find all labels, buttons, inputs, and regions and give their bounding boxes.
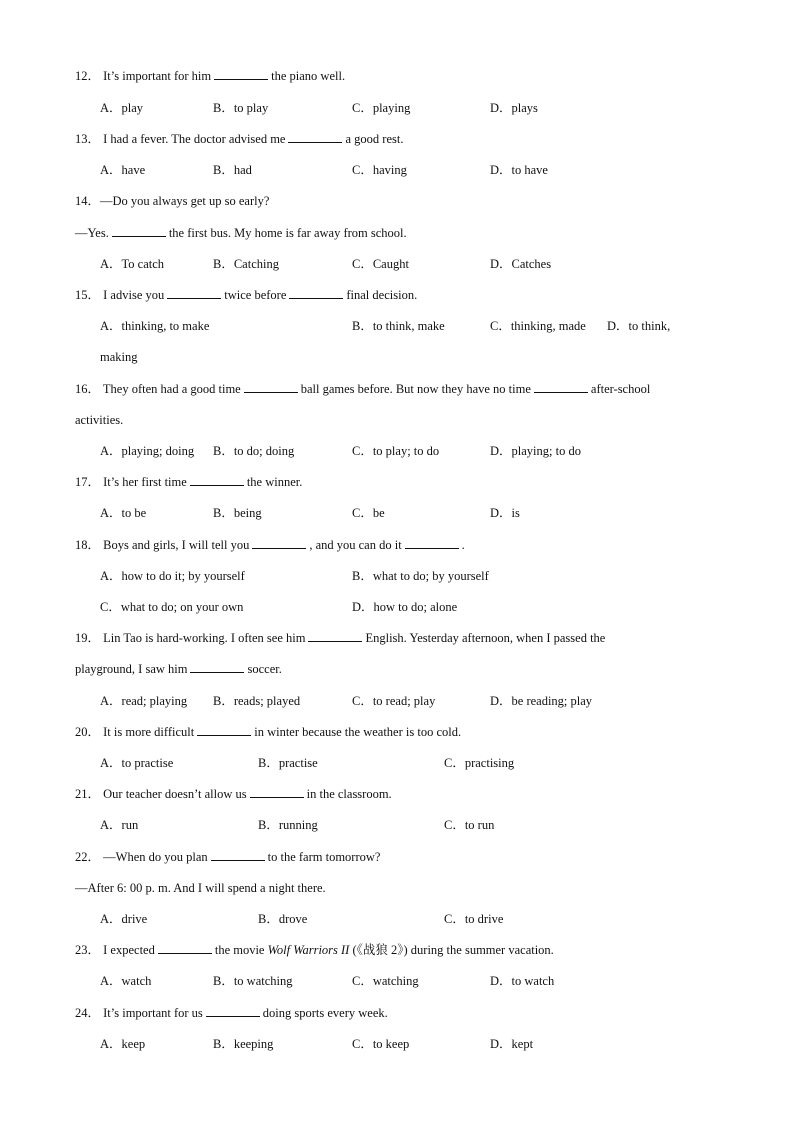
answer-blank[interactable] xyxy=(190,661,244,673)
question-number: 17 xyxy=(75,475,88,489)
option-c[interactable]: C．what to do; on your own xyxy=(100,600,244,614)
answer-blank[interactable] xyxy=(288,131,342,143)
option-a[interactable]: A．have xyxy=(100,163,146,177)
question-number: 14 xyxy=(75,194,88,208)
question-16: 16． They often had a good time ball games before. But now they have no time after-school xyxy=(75,382,651,396)
option-d[interactable]: D．how to do; alone xyxy=(352,600,458,614)
question-22-reply: —After 6: 00 p. m. And I will spend a night there. xyxy=(75,881,326,895)
question-number: 13 xyxy=(75,132,88,146)
answer-blank[interactable] xyxy=(289,287,343,299)
option-b[interactable]: B．Catching xyxy=(213,257,279,271)
answer-blank[interactable] xyxy=(158,942,212,954)
question-19-continued: playground, I saw him soccer. xyxy=(75,662,282,676)
option-a[interactable]: A．thinking, to make xyxy=(100,319,210,333)
question-number: 22 xyxy=(75,850,88,864)
option-b[interactable]: B．keeping xyxy=(213,1037,274,1051)
option-a[interactable]: A．keep xyxy=(100,1037,146,1051)
option-c[interactable]: C．to run xyxy=(444,818,495,832)
option-c[interactable]: C．having xyxy=(352,163,407,177)
option-d-continued: making xyxy=(100,350,138,364)
option-c[interactable]: C．to drive xyxy=(444,912,504,926)
question-number: 16 xyxy=(75,382,88,396)
answer-blank[interactable] xyxy=(405,537,459,549)
question-number: 15 xyxy=(75,288,88,302)
question-22: 22． —When do you plan to the farm tomorrow? xyxy=(75,850,381,864)
option-d[interactable]: D．to have xyxy=(490,163,548,177)
question-17: 17． It’s her first time the winner. xyxy=(75,475,303,489)
question-15: 15． I advise you twice before final decision. xyxy=(75,288,418,302)
answer-blank[interactable] xyxy=(211,849,265,861)
answer-blank[interactable] xyxy=(308,630,362,642)
option-a[interactable]: A．drive xyxy=(100,912,148,926)
question-number: 23 xyxy=(75,943,88,957)
option-b[interactable]: B．running xyxy=(258,818,318,832)
option-d[interactable]: D．to watch xyxy=(490,974,555,988)
option-b[interactable]: B．drove xyxy=(258,912,308,926)
option-b[interactable]: B．had xyxy=(213,163,252,177)
option-d[interactable]: D．plays xyxy=(490,101,538,115)
question-14: 14．—Do you always get up so early? xyxy=(75,194,270,208)
question-number: 21 xyxy=(75,787,88,801)
option-d[interactable]: D．Catches xyxy=(490,257,552,271)
question-19: 19． Lin Tao is hard-working. I often see him English. Yesterday afternoon, when I passed the xyxy=(75,631,606,645)
option-a[interactable]: A．to practise xyxy=(100,756,174,770)
option-c[interactable]: C．to keep xyxy=(352,1037,410,1051)
question-number: 18 xyxy=(75,538,88,552)
question-20: 20． It is more difficult in winter because the weather is too cold. xyxy=(75,725,462,739)
option-d[interactable]: D．playing; to do xyxy=(490,444,581,458)
question-23: 23． I expected the movie Wolf Warriors II (《战狼 2》) during the summer vacation. xyxy=(75,943,554,957)
answer-blank[interactable] xyxy=(534,381,588,393)
movie-title: Wolf Warriors II xyxy=(267,943,350,957)
option-c[interactable]: C．Caught xyxy=(352,257,409,271)
option-b[interactable]: B．being xyxy=(213,506,262,520)
option-a[interactable]: A．watch xyxy=(100,974,152,988)
option-c[interactable]: C．watching xyxy=(352,974,419,988)
option-c[interactable]: C．to read; play xyxy=(352,694,436,708)
answer-blank[interactable] xyxy=(214,68,268,80)
option-a[interactable]: A．run xyxy=(100,818,139,832)
option-a[interactable]: A．how to do it; by yourself xyxy=(100,569,245,583)
option-b[interactable]: B．practise xyxy=(258,756,318,770)
option-a[interactable]: A．to be xyxy=(100,506,147,520)
option-a[interactable]: A．play xyxy=(100,101,144,115)
option-c[interactable]: C．practising xyxy=(444,756,515,770)
question-12: 12． It’s important for him the piano well. xyxy=(75,69,346,83)
answer-blank[interactable] xyxy=(112,225,166,237)
question-18: 18． Boys and girls, I will tell you , and you can do it . xyxy=(75,538,465,552)
question-14-reply: —Yes. the first bus. My home is far away from school. xyxy=(75,226,407,240)
question-number: 24 xyxy=(75,1006,88,1020)
option-b[interactable]: B．to play xyxy=(213,101,269,115)
option-d[interactable]: D．to think, xyxy=(607,319,671,333)
option-d[interactable]: D．be reading; play xyxy=(490,694,593,708)
answer-blank[interactable] xyxy=(252,537,306,549)
answer-blank[interactable] xyxy=(167,287,221,299)
answer-blank[interactable] xyxy=(244,381,298,393)
option-b[interactable]: B．to think, make xyxy=(352,319,445,333)
option-b[interactable]: B．reads; played xyxy=(213,694,301,708)
option-a[interactable]: A．read; playing xyxy=(100,694,188,708)
answer-blank[interactable] xyxy=(250,786,304,798)
option-a[interactable]: A．To catch xyxy=(100,257,165,271)
question-number: 20 xyxy=(75,725,88,739)
option-d[interactable]: D．is xyxy=(490,506,520,520)
question-number: 19 xyxy=(75,631,88,645)
option-b[interactable]: B．to watching xyxy=(213,974,293,988)
option-b[interactable]: B．what to do; by yourself xyxy=(352,569,489,583)
option-a[interactable]: A．playing; doing xyxy=(100,444,195,458)
question-16-continued: activities. xyxy=(75,413,124,427)
option-c[interactable]: C．be xyxy=(352,506,385,520)
option-b[interactable]: B．to do; doing xyxy=(213,444,295,458)
option-d[interactable]: D．kept xyxy=(490,1037,534,1051)
option-c[interactable]: C．playing xyxy=(352,101,411,115)
option-c[interactable]: C．to play; to do xyxy=(352,444,440,458)
question-13: 13． I had a fever. The doctor advised me a good rest. xyxy=(75,132,404,146)
answer-blank[interactable] xyxy=(197,724,251,736)
question-24: 24． It’s important for us doing sports every week. xyxy=(75,1006,388,1020)
option-c[interactable]: C．thinking, made xyxy=(490,319,586,333)
answer-blank[interactable] xyxy=(206,1005,260,1017)
question-number: 12 xyxy=(75,69,88,83)
question-21: 21． Our teacher doesn’t allow us in the classroom. xyxy=(75,787,392,801)
answer-blank[interactable] xyxy=(190,474,244,486)
